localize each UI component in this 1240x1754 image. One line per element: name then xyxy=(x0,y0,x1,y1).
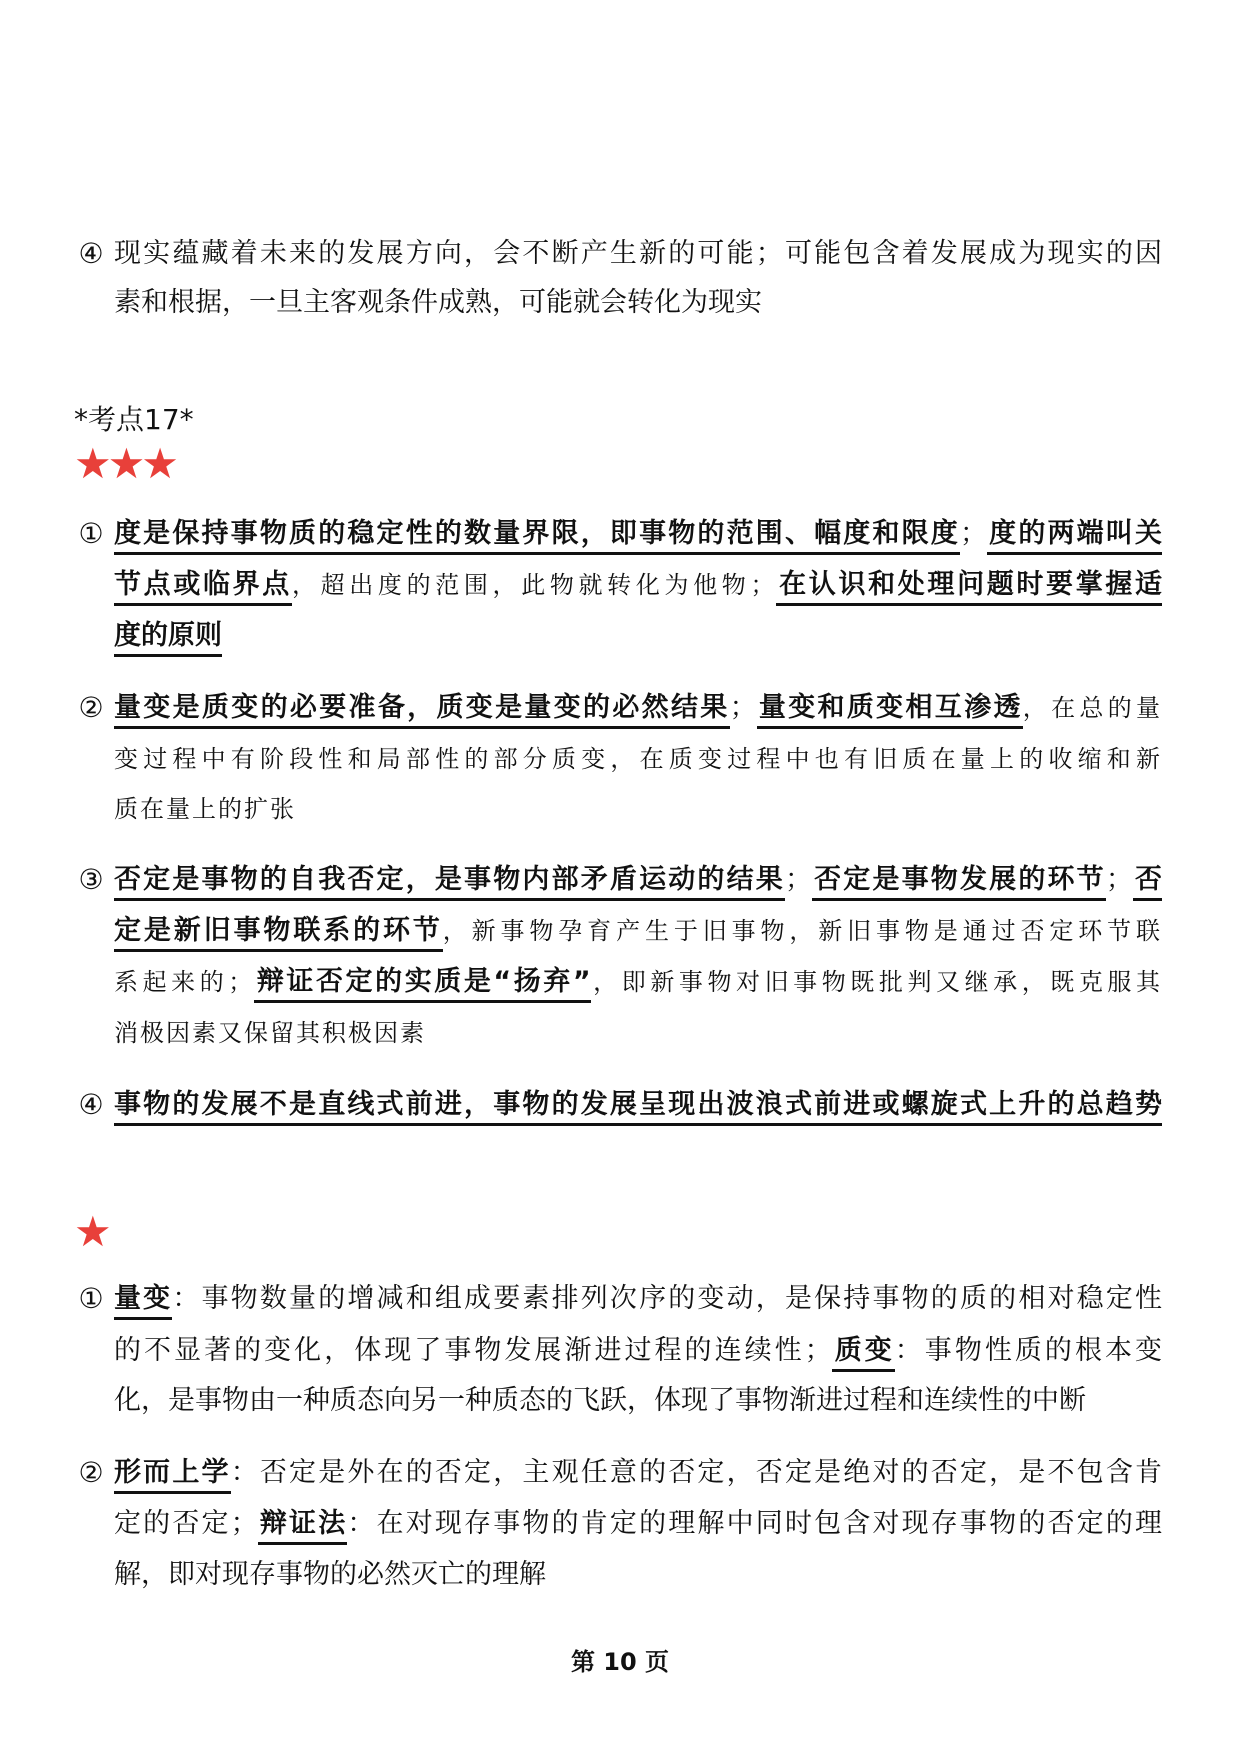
body-text: ：在对现存事物的肯定的理解中同时包含对现存事物的否定的理 xyxy=(347,1508,1163,1539)
key-point-underlined: 否 xyxy=(1133,864,1162,901)
key-point-underlined: 在认识和处理问题时要掌握适 xyxy=(776,569,1162,606)
body-text: 消极因素又保留其积极因素 xyxy=(114,1019,426,1047)
key-point-underlined: 否定是事物发展的环节 xyxy=(812,864,1106,901)
body-text: ：事物数量的增减和组成要素排列次序的变动，是保持事物的质的相对稳定性 xyxy=(172,1283,1162,1314)
text-line xyxy=(114,960,1162,1004)
text-line xyxy=(114,858,1162,902)
section-heading: *考点17* xyxy=(74,403,194,436)
key-point-underlined: 辩证否定的实质是“扬弃” xyxy=(254,966,590,1003)
body-text: ； xyxy=(1105,864,1133,895)
list-number: ④ xyxy=(78,1088,104,1121)
body-text: ：事物性质的根本变 xyxy=(894,1335,1163,1366)
text-line xyxy=(114,686,1162,730)
text-line xyxy=(114,281,1162,325)
body-text: ，即新事物对旧事物既批判又继承，既克服其 xyxy=(590,968,1162,996)
text-line xyxy=(114,1329,1162,1373)
text-line xyxy=(114,1451,1162,1495)
list-number: ② xyxy=(78,1456,104,1489)
text-line xyxy=(114,1083,1162,1127)
body-text: 定的否定； xyxy=(114,1508,258,1539)
key-point-underlined: 量变是质变的必要准备，质变是量变的必然结果 xyxy=(114,692,730,729)
key-point-underlined: 量变和质变相互渗透 xyxy=(757,692,1023,729)
body-text: ； xyxy=(784,864,812,895)
body-text: ； xyxy=(959,518,987,549)
text-line xyxy=(114,1502,1162,1546)
text-line xyxy=(114,563,1162,607)
key-point-underlined: 事物的发展不是直线式前进，事物的发展呈现出波浪式前进或螺旋式上升的总趋势 xyxy=(114,1089,1162,1126)
key-point-underlined: 度是保持事物质的稳定性的数量界限，即事物的范围、幅度和限度 xyxy=(114,518,960,555)
key-point-underlined: 辩证法 xyxy=(258,1508,348,1545)
list-number: ① xyxy=(78,1282,104,1315)
body-text: ，超出度的范围，此物就转化为他物； xyxy=(291,571,777,599)
one-star-rating-icon: ★ xyxy=(74,1207,108,1256)
key-point-underlined: 度的原则 xyxy=(114,620,222,657)
page-number: 第 10 页 xyxy=(570,1648,670,1676)
body-text: 现实蕴藏着未来的发展方向，会不断产生新的可能；可能包含着发展成为现实的因 xyxy=(114,238,1162,269)
text-line xyxy=(114,1011,1162,1055)
list-number: ② xyxy=(78,691,104,724)
body-text: ； xyxy=(729,692,757,723)
text-line xyxy=(114,1553,1162,1597)
key-point-underlined: 节点或临界点 xyxy=(114,569,292,606)
key-point-underlined: 度的两端叫关 xyxy=(987,518,1162,555)
text-line xyxy=(114,1379,1162,1423)
body-text: ，在总的量 xyxy=(1022,694,1163,722)
three-star-rating-icon: ★★★ xyxy=(74,439,175,488)
text-line xyxy=(114,909,1162,953)
text-line xyxy=(114,1277,1162,1321)
text-line xyxy=(114,232,1162,276)
key-point-underlined: 否定是事物的自我否定，是事物内部矛盾运动的结果 xyxy=(114,864,785,901)
text-line xyxy=(114,512,1162,556)
key-point-underlined: 量变 xyxy=(114,1283,172,1320)
list-number: ① xyxy=(78,517,104,550)
key-point-underlined: 质变 xyxy=(832,1335,895,1372)
text-line xyxy=(114,787,1162,831)
body-text: 解，即对现存事物的必然灭亡的理解 xyxy=(114,1559,546,1590)
body-text: 变过程中有阶段性和局部性的部分质变，在质变过程中也有旧质在量上的收缩和新 xyxy=(114,745,1162,773)
key-point-underlined: 定是新旧事物联系的环节 xyxy=(114,915,443,952)
body-text: 素和根据，一旦主客观条件成熟，可能就会转化为现实 xyxy=(114,287,762,318)
text-line xyxy=(114,614,1162,658)
body-text: ，新事物孕育产生于旧事物，新旧事物是通过否定环节联 xyxy=(442,917,1163,945)
body-text: 系起来的； xyxy=(114,968,255,996)
body-text: ：否定是外在的否定，主观任意的否定，否定是绝对的否定，是不包含肯 xyxy=(230,1457,1163,1488)
text-line xyxy=(114,737,1162,781)
body-text: 质在量上的扩张 xyxy=(114,795,296,823)
key-point-underlined: 形而上学 xyxy=(114,1457,231,1494)
body-text: 化，是事物由一种质态向另一种质态的飞跃，体现了事物渐进过程和连续性的中断 xyxy=(114,1385,1086,1416)
list-number: ④ xyxy=(78,237,104,270)
list-number: ③ xyxy=(78,863,104,896)
body-text: 的不显著的变化，体现了事物发展渐进过程的连续性； xyxy=(114,1335,832,1366)
